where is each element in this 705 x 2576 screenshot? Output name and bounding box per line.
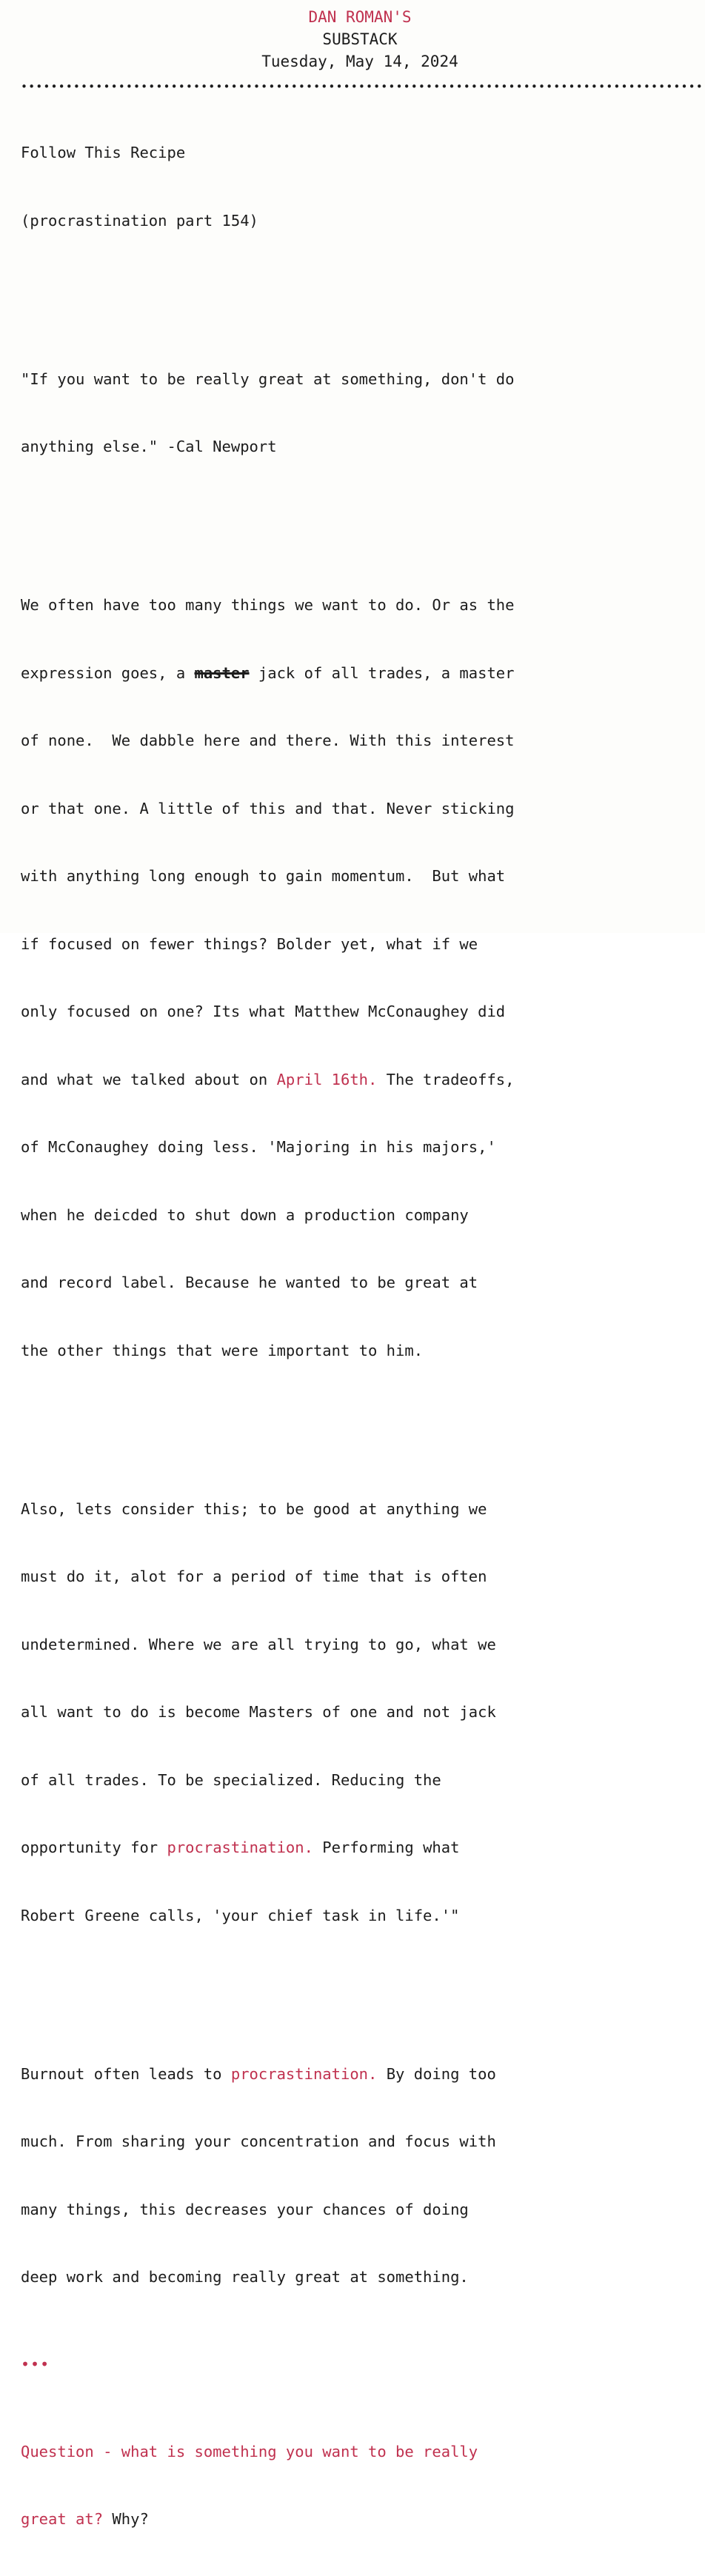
post-subtitle: (procrastination part 154) [21,211,258,230]
paragraph-line: Robert Greene calls, 'your chief task in life.'" [21,1906,460,1924]
ellipsis-divider: ••• [21,2355,50,2373]
procrastination-highlight: procrastination. [230,2064,378,2083]
post-title: Follow This Recipe [21,144,186,161]
text-segment: Burnout often leads to [21,2064,231,2083]
quote-line: anything else." -Cal Newport [21,438,277,455]
paragraph-line: if focused on fewer things? Bolder yet, what if we [21,934,478,953]
text-segment: and what we talked about on [21,1070,277,1088]
paragraph-line: much. From sharing your concentration and focus with [21,2132,496,2150]
paragraph-line: deep work and becoming really great at something. [21,2268,469,2286]
paragraph-line [21,2063,687,2086]
paragraph-line [21,1068,687,1091]
article-body [21,96,687,2576]
text-segment: Performing what [313,1839,460,1856]
paragraph-line: many things, this decreases your chances of doing [21,2200,469,2218]
paragraph-line: only focused on one? Its what Matthew McConaughey did [21,1003,506,1020]
paragraph-line: Also, lets consider this; to be good at anything we [21,1499,487,1518]
paragraph-line [21,1836,687,1859]
masthead [0,6,705,73]
paragraph-line: all want to do is become Masters of one and not jack [21,1703,496,1721]
paragraph-line: must do it, alot for a period of time that is often [21,1568,487,1585]
text-segment: jack of all trades, a master [249,663,515,682]
paragraph-line: of none. We dabble here and there. With this interest [21,732,515,749]
brand-name: DAN ROMAN'S [308,8,412,26]
paragraph-line: We often have too many things we want to do. Or as the [21,596,515,614]
procrastination-highlight: procrastination. [167,1839,313,1856]
text-segment: The tradeoffs, [377,1070,515,1088]
paragraph-line: with anything long enough to gain momentum. But what [21,867,506,885]
question-segment: Why? [103,2510,149,2528]
struck-out-word: master [194,663,250,682]
paragraph-line: of all trades. To be specialized. Reducing the [21,1770,441,1789]
paragraph-line [21,662,687,685]
post-date: Tuesday, May 14, 2024 [261,53,458,70]
closing-question: Question - what is something you want to be really [21,2442,478,2460]
text-segment: expression goes, a [21,663,195,682]
publication-name: SUBSTACK [322,30,398,48]
paragraph-line: of McConaughey doing less. 'Majoring in his majors,' [21,1138,496,1156]
date-reference-link[interactable]: April 16th. [276,1070,378,1088]
text-segment: By doing too [377,2064,496,2083]
dotted-separator: ••••••••••••••••••••••••••••••••••••••••••••••••••••••••••••••••••••••••••••••••••••••••••• [21,80,704,93]
text-segment: opportunity for [21,1839,167,1856]
closing-question [21,2508,687,2531]
quote-line: "If you want to be really great at something, don't do [21,369,515,388]
paragraph-line: undetermined. Where we are all trying to go, what we [21,1635,496,1653]
paragraph-line: or that one. A little of this and that. Never sticking [21,799,515,817]
paragraph-line: and record label. Because he wanted to be great at [21,1274,478,1291]
paragraph-line: the other things that were important to him. [21,1341,424,1359]
paragraph-line: when he deicded to shut down a production company [21,1205,469,1224]
question-segment: great at? [21,2510,104,2528]
